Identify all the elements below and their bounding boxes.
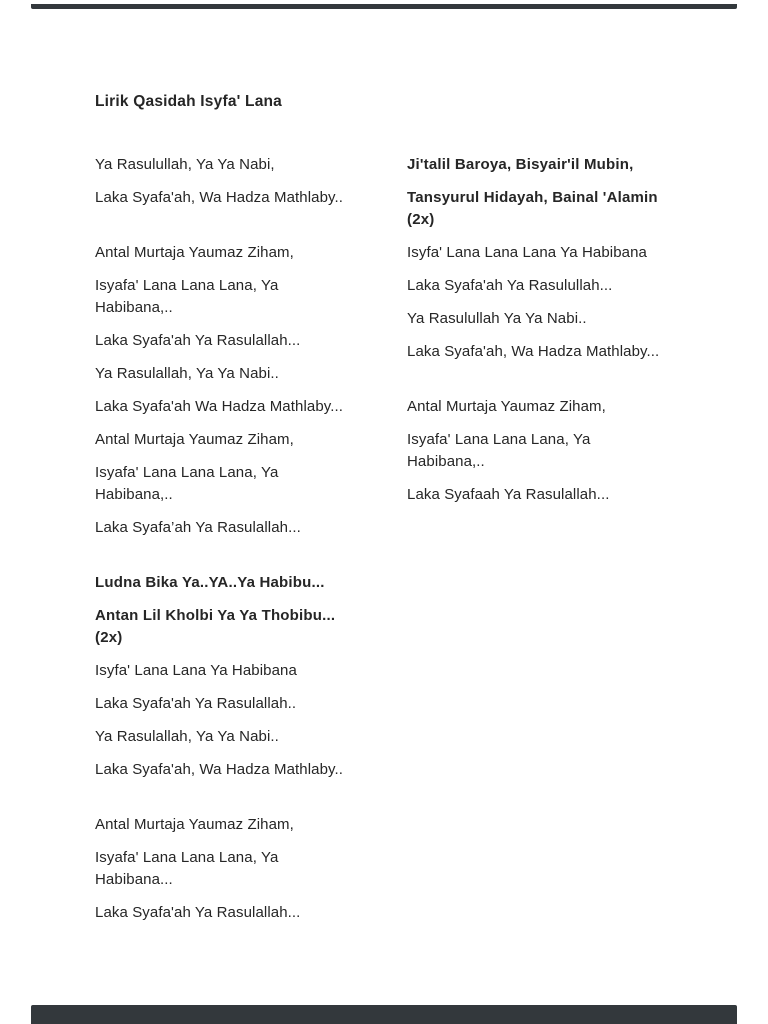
lyric-paragraph: Ya Rasulullah Ya Ya Nabi.. xyxy=(407,310,587,327)
viewer-page-gap-bottom xyxy=(31,1005,737,1024)
lyric-paragraph: Ji'talil Baroya, Bisyair'il Mubin, xyxy=(407,156,634,173)
lyric-paragraph: Isyafa' Lana Lana Lana, Ya Habibana... xyxy=(95,849,279,888)
lyric-paragraph: Antal Murtaja Yaumaz Ziham, xyxy=(95,431,294,448)
lyric-paragraph: Laka Syafa'ah, Wa Hadza Mathlaby.. xyxy=(95,189,344,206)
lyric-paragraph: Laka Syafa'ah Wa Hadza Mathlaby... xyxy=(95,398,344,415)
lyric-paragraph: Laka Syafa'ah, Wa Hadza Mathlaby.. xyxy=(95,761,344,778)
lyric-paragraph: Isyafa' Lana Lana Lana, Ya Habibana,.. xyxy=(407,431,591,470)
lyric-paragraph: Laka Syafa'ah Ya Rasulallah... xyxy=(95,332,301,349)
lyric-paragraph: Laka Syafa’ah Ya Rasulallah... xyxy=(95,519,301,536)
lyric-paragraph: Isyfa' Lana Lana Ya Habibana xyxy=(95,662,297,679)
lyric-paragraph: Isyafa' Lana Lana Lana, Ya Habibana,.. xyxy=(95,277,279,316)
viewer-page-gap-top xyxy=(31,4,737,9)
lyric-paragraph: Isyafa' Lana Lana Lana, Ya Habibana,.. xyxy=(95,464,279,503)
lyric-paragraph: Ya Rasulallah, Ya Ya Nabi.. xyxy=(95,365,279,382)
lyric-paragraph: Laka Syafa'ah Ya Rasulallah... xyxy=(95,904,301,921)
lyrics-column-right xyxy=(407,154,681,517)
lyric-paragraph: Laka Syafa'ah Ya Rasulullah... xyxy=(407,277,613,294)
lyric-paragraph: Antal Murtaja Yaumaz Ziham, xyxy=(407,398,606,415)
lyric-paragraph: Antal Murtaja Yaumaz Ziham, xyxy=(95,816,294,833)
lyric-paragraph: Antan Lil Kholbi Ya Ya Thobibu... (2x) xyxy=(95,607,336,646)
lyric-paragraph: Laka Syafaah Ya Rasulallah... xyxy=(407,486,610,503)
document-title: Lirik Qasidah Isyfa' Lana xyxy=(95,93,283,110)
lyric-paragraph: Laka Syafa'ah, Wa Hadza Mathlaby... xyxy=(407,343,660,360)
lyric-paragraph: Antal Murtaja Yaumaz Ziham, xyxy=(95,244,294,261)
lyric-paragraph: Laka Syafa'ah Ya Rasulallah.. xyxy=(95,695,297,712)
lyric-paragraph: Ya Rasulallah, Ya Ya Nabi.. xyxy=(95,728,279,745)
lyric-paragraph: Tansyurul Hidayah, Bainal 'Alamin (2x) xyxy=(407,189,658,228)
lyrics-column-left xyxy=(95,154,369,935)
lyric-paragraph: Ya Rasulullah, Ya Ya Nabi, xyxy=(95,156,275,173)
lyric-paragraph: Ludna Bika Ya..YA..Ya Habibu... xyxy=(95,574,325,591)
lyric-paragraph: Isyfa' Lana Lana Lana Ya Habibana xyxy=(407,244,647,261)
